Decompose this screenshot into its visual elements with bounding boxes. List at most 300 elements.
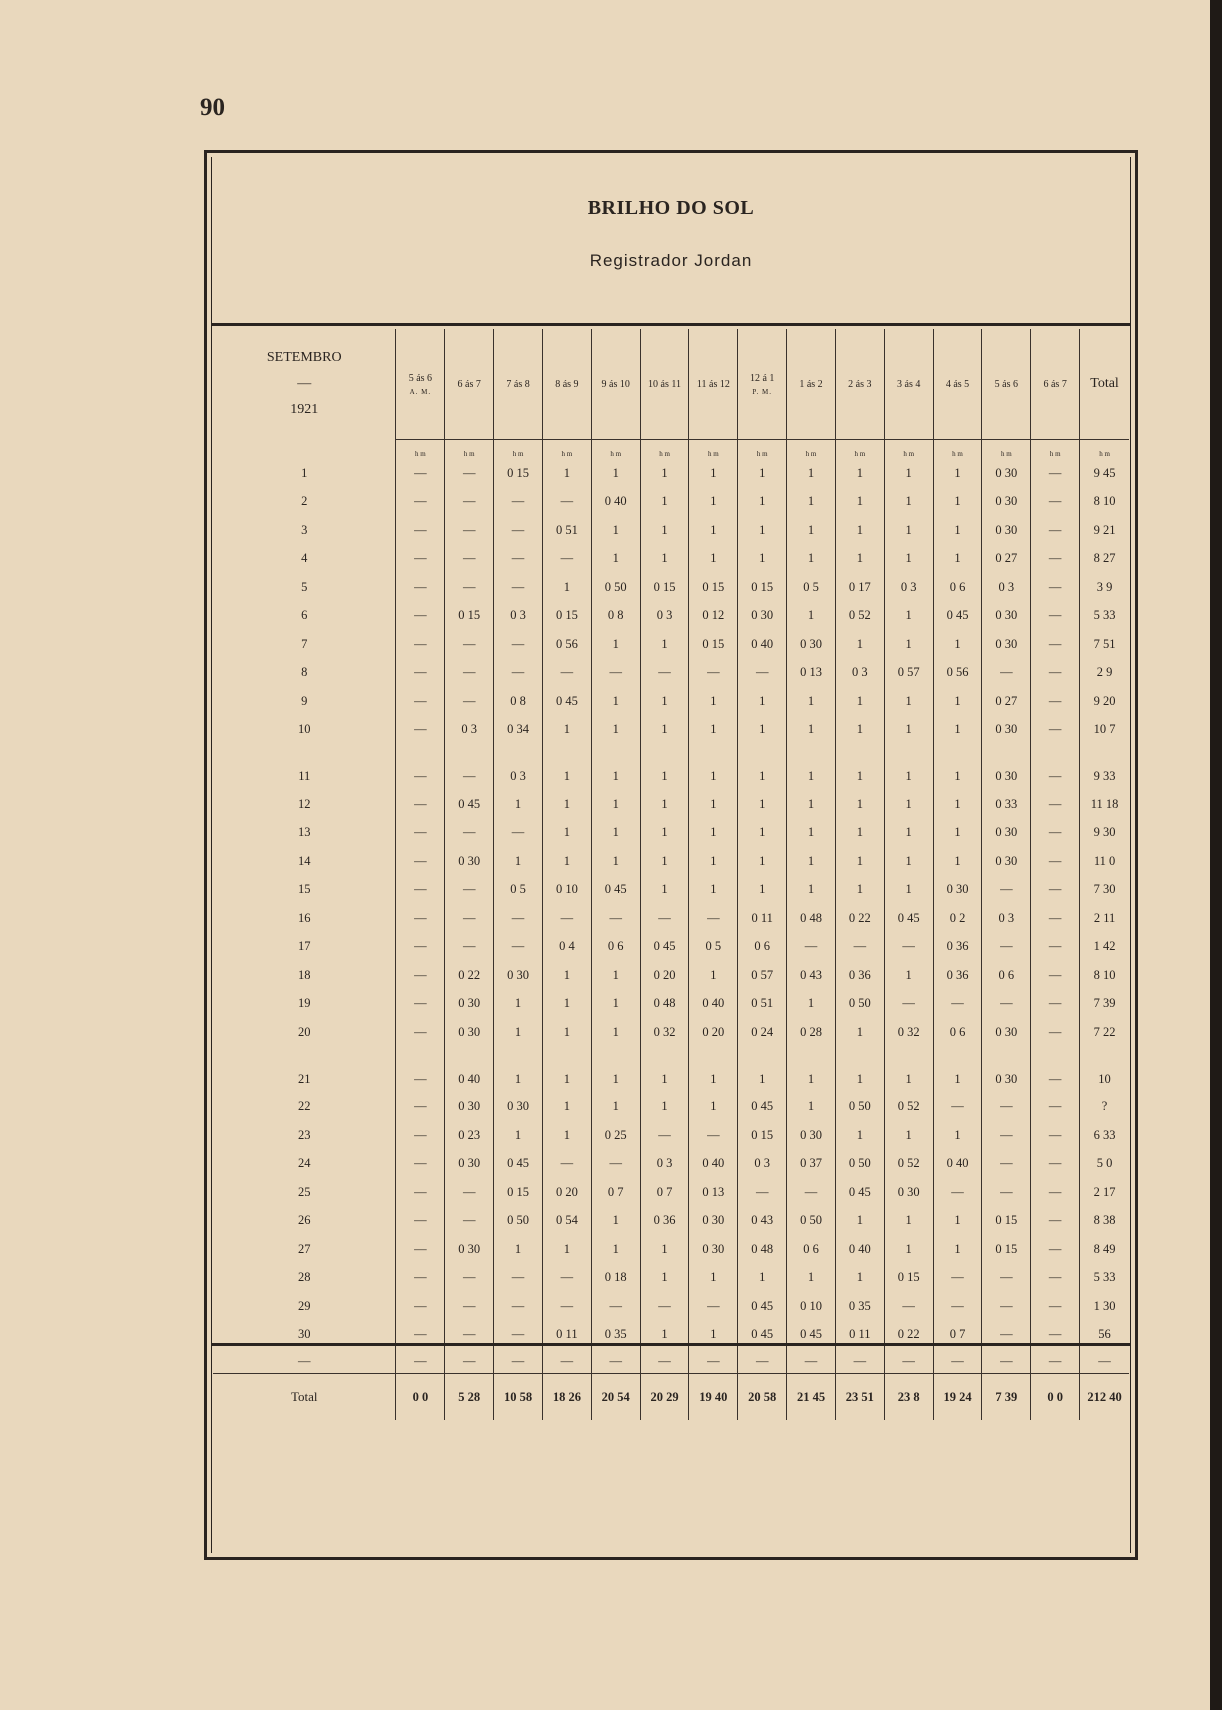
hour-cell: — [591,904,640,933]
hour-cell: 0 52 [884,1150,933,1179]
hour-cell: 1 [835,1047,884,1093]
hour-cell: 0 5 [787,573,836,602]
hour-cell: 0 57 [738,961,787,990]
hour-cell: 0 45 [494,1150,543,1179]
hour-cell: 0 57 [884,659,933,688]
hour-cell: — [1031,1121,1080,1150]
hour-cell: 0 15 [884,1264,933,1293]
unit-label: h m [787,440,836,460]
hour-label: 3 ás 4 [897,378,921,390]
hour-cell: — [396,602,445,631]
hour-cell: — [494,1292,543,1321]
day-cell: 27 [297,1241,311,1256]
hour-cell: — [591,1349,640,1374]
hour-cell: 1 [787,1047,836,1093]
hour-cell: 0 15 [689,573,738,602]
hour-cell: 0 30 [933,876,982,905]
hour-cell: — [445,1349,494,1374]
hour-cell: 1 [591,716,640,745]
hour-cell: 1 [835,488,884,517]
row-total-cell: 7 22 [1080,1018,1129,1047]
hour-cell: — [396,1349,445,1374]
hour-cell: — [982,1321,1031,1350]
day-cell: 22 [297,1099,311,1114]
hour-cell: 0 27 [982,545,1031,574]
hour-cell: — [396,876,445,905]
day-cell: 17 [297,939,311,954]
hour-cell: 0 30 [982,716,1031,745]
hour-cell: — [445,1207,494,1236]
hour-cell: — [1031,876,1080,905]
hour-label: 4 ás 5 [945,378,970,390]
hour-cell: 0 45 [884,904,933,933]
day-cell: 14 [297,853,311,868]
hour-cell: 1 [787,790,836,819]
hour-header [1031,329,1080,440]
row-total-cell: 9 45 [1080,459,1129,488]
hour-cell: 0 20 [689,1018,738,1047]
hour-cell: 0 15 [445,602,494,631]
unit-label: h m [640,440,689,460]
hour-cell: — [884,933,933,962]
hour-cell: — [1031,516,1080,545]
hour-cell: 1 [689,716,738,745]
total-cell: 18 26 [542,1374,591,1421]
hour-cell: — [396,573,445,602]
year-label: 1921 [290,402,319,418]
hour-cell: — [396,488,445,517]
hour-cell: — [494,630,543,659]
hour-cell: — [396,1207,445,1236]
hour-cell: — [445,630,494,659]
hour-cell: 1 [835,744,884,790]
hour-cell: 0 36 [933,933,982,962]
hour-cell: 1 [640,459,689,488]
hour-cell: 1 [640,744,689,790]
hour-label: 12 á 1 [749,372,775,384]
hour-cell: 1 [542,961,591,990]
hour-label: 1 ás 2 [799,378,823,390]
table-row [213,1207,1129,1236]
hour-cell: — [982,1264,1031,1293]
hour-cell: 1 [884,716,933,745]
hour-cell: 0 48 [640,990,689,1019]
hour-cell: 0 13 [787,659,836,688]
hour-cell: 1 [738,790,787,819]
hour-cell: 1 [787,545,836,574]
hour-cell: — [396,630,445,659]
hour-cell: 0 45 [738,1093,787,1122]
hour-cell: 0 54 [542,1207,591,1236]
hour-cell: 0 30 [738,602,787,631]
hour-cell: — [982,1178,1031,1207]
hour-cell: — [396,1178,445,1207]
total-cell: 23 51 [835,1374,884,1421]
hour-cell: 0 15 [640,573,689,602]
hour-cell: — [494,659,543,688]
hour-cell: 0 30 [445,1018,494,1047]
hour-cell: — [396,716,445,745]
hour-cell: 1 [591,459,640,488]
hour-cell: 1 [591,790,640,819]
hour-cell: 1 [591,847,640,876]
total-cell: 0 0 [1031,1374,1080,1421]
table-row [213,1047,1129,1093]
hour-cell: — [396,459,445,488]
table-row [213,819,1129,848]
hour-cell: 0 50 [591,573,640,602]
hour-cell: 0 11 [835,1321,884,1350]
hour-cell: — [1031,904,1080,933]
page-number: 90 [200,94,225,121]
row-total-cell: 8 27 [1080,545,1129,574]
hour-cell: 0 17 [835,573,884,602]
hour-cell: 1 [884,1235,933,1264]
hour-label: 7 ás 8 [506,378,530,390]
hour-cell: 0 48 [787,904,836,933]
total-cell: 23 8 [884,1374,933,1421]
hour-cell: 1 [738,459,787,488]
unit-spacer [213,440,396,460]
day-cell: 21 [297,1071,311,1086]
hour-cell: — [1031,1349,1080,1374]
total-cell: 5 28 [445,1374,494,1421]
hour-label: 2 ás 3 [848,378,872,390]
row-total-cell: 56 [1080,1321,1129,1350]
hour-cell: — [982,659,1031,688]
hour-cell: 1 [640,516,689,545]
hour-cell: 0 15 [494,459,543,488]
hour-cell: 1 [933,488,982,517]
hour-cell: — [1031,990,1080,1019]
total-cell: 21 45 [787,1374,836,1421]
unit-label: h m [591,440,640,460]
hour-cell: — [982,1349,1031,1374]
hour-cell: — [396,1150,445,1179]
hour-cell: 1 [689,516,738,545]
table-row [213,1093,1129,1122]
day-cell: 23 [297,1127,311,1142]
hour-cell: 0 6 [933,1018,982,1047]
hour-cell: 0 4 [542,933,591,962]
hour-cell: 0 37 [787,1150,836,1179]
row-total-cell: 9 20 [1080,687,1129,716]
row-total-cell: 8 10 [1080,961,1129,990]
table-row [213,790,1129,819]
table-row [213,459,1129,488]
hour-cell: 0 3 [494,602,543,631]
hour-label: 8 ás 9 [555,378,579,390]
table-row [213,847,1129,876]
month-label: SETEMBRO [266,350,342,366]
unit-label: h m [1031,440,1080,460]
hour-cell: 1 [542,459,591,488]
hour-cell: — [787,1178,836,1207]
table-row [213,545,1129,574]
hour-cell: 1 [884,847,933,876]
hour-cell: 0 30 [884,1178,933,1207]
day-cell: 30 [297,1327,311,1342]
hour-cell: 1 [835,716,884,745]
hour-cell: 0 25 [591,1121,640,1150]
hour-cell: — [445,933,494,962]
day-cell: — [297,1353,311,1368]
hour-cell: — [396,1093,445,1122]
day-cell: 5 [301,579,308,594]
row-total-cell: 2 9 [1080,659,1129,688]
hour-cell: — [1031,630,1080,659]
hour-cell: 1 [835,1018,884,1047]
hour-cell: — [1031,847,1080,876]
row-total-cell: 5 33 [1080,602,1129,631]
hour-cell: 1 [884,545,933,574]
hour-cell: 0 45 [445,790,494,819]
hour-cell: 1 [787,488,836,517]
row-total-cell: 10 7 [1080,716,1129,745]
hour-cell: — [445,819,494,848]
hour-cell: — [982,876,1031,905]
hour-cell: — [542,1150,591,1179]
day-cell: 18 [297,967,311,982]
hour-cell: — [689,659,738,688]
hour-label: 5 ás 6 [408,372,433,384]
hour-cell: — [445,1321,494,1350]
hour-cell: 1 [738,847,787,876]
hour-cell: — [933,1349,982,1374]
hour-cell: — [689,1349,738,1374]
table-body [213,440,1129,1421]
hour-cell: 0 15 [494,1178,543,1207]
hour-cell: 1 [542,819,591,848]
table-row [213,1121,1129,1150]
unit-label: h m [445,440,494,460]
day-cell: 28 [297,1270,311,1285]
unit-label: h m [689,440,738,460]
hour-cell: 1 [542,744,591,790]
unit-label: h m [933,440,982,460]
hour-cell: 0 50 [835,1150,884,1179]
hour-cell: 1 [689,1047,738,1093]
total-header-label: Total [1090,376,1119,391]
row-total-cell: 2 11 [1080,904,1129,933]
hour-cell: — [445,1178,494,1207]
hour-cell: 0 45 [542,687,591,716]
hour-cell: 0 22 [835,904,884,933]
hour-cell: — [494,1264,543,1293]
hour-cell: — [1031,1150,1080,1179]
day-cell: 3 [301,522,308,537]
hour-cell: 1 [591,1018,640,1047]
hour-cell: 0 6 [982,961,1031,990]
hour-cell: 1 [591,744,640,790]
day-cell: 25 [297,1184,311,1199]
hour-label: 5 ás 6 [994,378,1018,390]
hour-cell: 1 [933,545,982,574]
hour-cell: 0 48 [738,1235,787,1264]
hour-cell: 1 [787,459,836,488]
hour-cell: 0 3 [494,744,543,790]
hour-cell: — [445,876,494,905]
day-cell: 1 [301,465,308,480]
hour-cell: 1 [835,516,884,545]
hour-cell: 0 20 [640,961,689,990]
hour-cell: 0 5 [494,876,543,905]
hour-cell: — [396,847,445,876]
hour-cell: 1 [738,516,787,545]
hour-cell: 0 45 [933,602,982,631]
hour-cell: 1 [689,459,738,488]
hour-cell: — [1031,1178,1080,1207]
table-row [213,1150,1129,1179]
hour-cell: 1 [591,687,640,716]
hour-cell: 0 51 [542,516,591,545]
table-row [213,1349,1129,1374]
hour-cell: 1 [640,1235,689,1264]
hour-cell: 0 43 [738,1207,787,1236]
hour-cell: 0 56 [542,630,591,659]
header-row [213,329,1129,440]
unit-label: h m [542,440,591,460]
hour-cell: 0 30 [494,1093,543,1122]
hour-label: 10 ás 11 [648,378,682,390]
day-cell: 15 [297,882,311,897]
hour-cell: 1 [689,1321,738,1350]
hour-cell: 1 [640,876,689,905]
hour-label: 11 ás 12 [696,378,730,390]
hour-cell: 1 [933,790,982,819]
hour-cell: 0 36 [835,961,884,990]
hour-cell: — [542,488,591,517]
row-total-cell: 1 42 [1080,933,1129,962]
table-row [213,602,1129,631]
hour-cell: 1 [640,716,689,745]
table-row [213,630,1129,659]
hour-cell: 0 56 [933,659,982,688]
hour-cell: — [1031,1321,1080,1350]
hour-cell: 1 [640,1047,689,1093]
hour-cell: 1 [640,1093,689,1122]
hour-cell: — [884,1292,933,1321]
hour-cell: 1 [689,847,738,876]
hour-cell: 1 [787,744,836,790]
hour-cell: 1 [591,545,640,574]
hour-cell: 0 24 [738,1018,787,1047]
hour-cell: 1 [591,1047,640,1093]
day-cell: 29 [297,1298,311,1313]
hour-header [738,329,787,440]
hour-cell: 1 [933,687,982,716]
hour-cell: — [982,1093,1031,1122]
hour-cell: — [933,1264,982,1293]
hour-cell: — [1031,1235,1080,1264]
hour-cell: 0 6 [933,573,982,602]
hour-header [494,329,543,440]
hour-cell: 1 [494,847,543,876]
hour-cell: 1 [689,1093,738,1122]
hour-cell: 1 [835,630,884,659]
total-cell: 212 40 [1080,1374,1129,1421]
hour-header [835,329,884,440]
hour-cell: 0 30 [494,961,543,990]
hour-cell: — [396,659,445,688]
hour-cell: 0 30 [982,1047,1031,1093]
hour-cell: 1 [591,630,640,659]
hour-cell: — [396,687,445,716]
hour-cell: — [396,744,445,790]
hour-cell: — [396,1321,445,1350]
hour-cell: 1 [787,847,836,876]
day-cell: 12 [297,796,311,811]
hour-label: 6 ás 7 [1043,378,1067,390]
hour-cell: 0 23 [445,1121,494,1150]
hour-cell: 0 30 [982,459,1031,488]
hour-cell: 1 [738,716,787,745]
day-cell: 9 [301,693,308,708]
hour-cell: 0 7 [933,1321,982,1350]
hour-header [640,329,689,440]
hour-cell: 1 [884,819,933,848]
hour-cell: 0 50 [494,1207,543,1236]
hour-cell: 0 10 [542,876,591,905]
hour-cell: — [738,659,787,688]
hour-cell: 0 15 [738,1121,787,1150]
hour-cell: — [445,573,494,602]
hour-cell: 0 3 [835,659,884,688]
unit-label: h m [884,440,933,460]
hour-cell: 0 6 [787,1235,836,1264]
hour-cell: 1 [591,1207,640,1236]
hour-cell: — [591,659,640,688]
hour-cell: 1 [542,1047,591,1093]
hour-cell: — [1031,790,1080,819]
hour-cell: — [396,1264,445,1293]
row-total-cell: 9 21 [1080,516,1129,545]
hour-cell: 0 11 [738,904,787,933]
hour-cell: — [1031,573,1080,602]
hour-cell: — [396,1018,445,1047]
hour-cell: 1 [542,1235,591,1264]
hour-cell: 0 30 [445,1093,494,1122]
hour-cell: — [445,687,494,716]
hour-cell: 0 15 [982,1235,1031,1264]
hour-cell: 0 28 [787,1018,836,1047]
hour-cell: — [445,459,494,488]
hour-cell: 0 45 [738,1292,787,1321]
hour-cell: 1 [689,687,738,716]
hour-cell: 1 [835,459,884,488]
hour-cell: — [396,1292,445,1321]
hour-cell: — [542,904,591,933]
hour-cell: — [396,819,445,848]
hour-cell: — [884,1349,933,1374]
hour-cell: 1 [542,847,591,876]
hour-header [982,329,1031,440]
row-total-cell: 5 0 [1080,1150,1129,1179]
hour-cell: 1 [787,716,836,745]
table-row [213,573,1129,602]
hour-cell: 1 [787,516,836,545]
table-row [213,744,1129,790]
hour-cell: 0 30 [689,1207,738,1236]
hour-cell: — [445,488,494,517]
hour-cell: 0 30 [982,630,1031,659]
hour-cell: — [591,1292,640,1321]
hour-cell: 1 [542,790,591,819]
hour-cell: — [445,1264,494,1293]
hour-cell: — [1031,933,1080,962]
hour-cell: 0 40 [738,630,787,659]
hour-cell: 0 30 [982,744,1031,790]
